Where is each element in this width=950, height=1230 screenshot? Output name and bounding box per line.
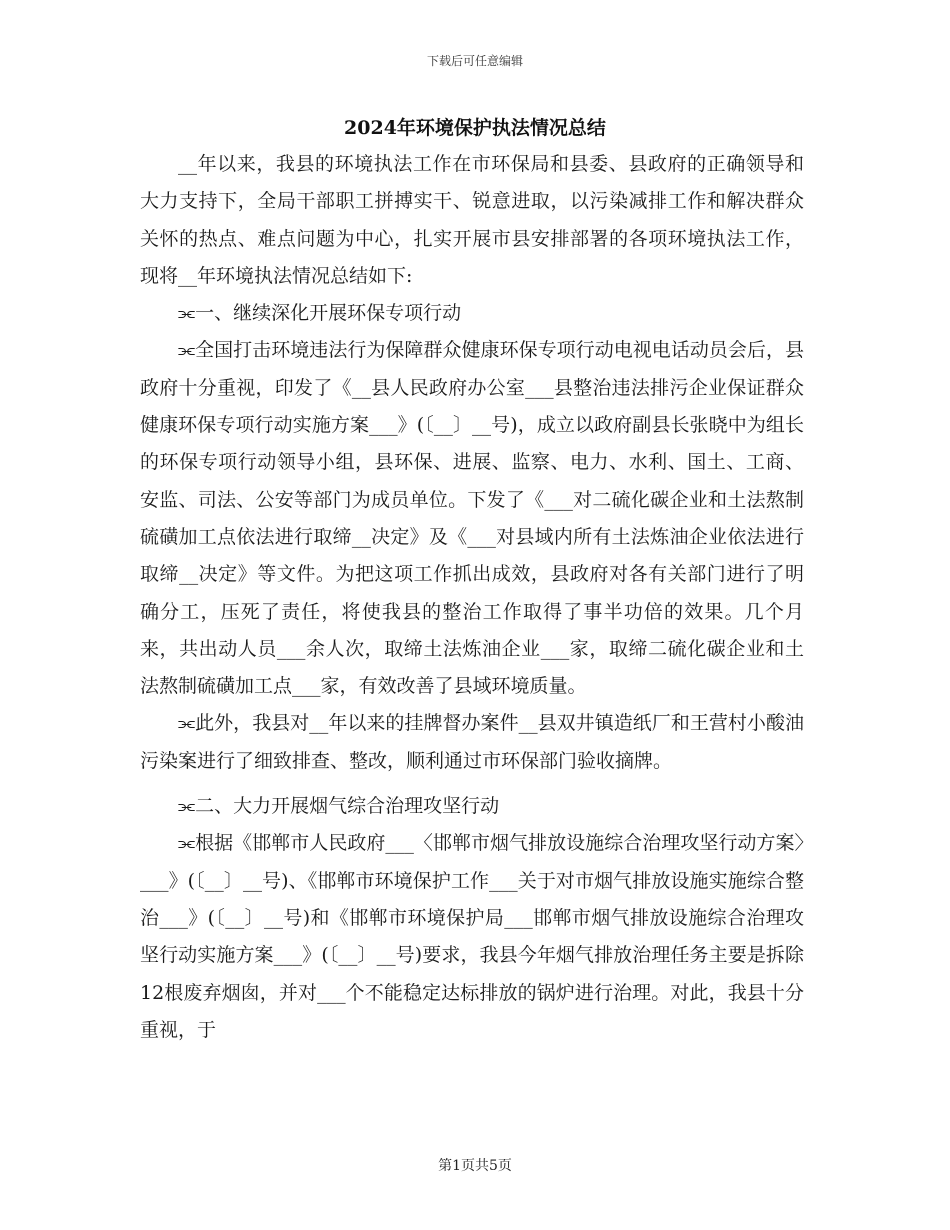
intro-paragraph: __年以来，我县的环境执法工作在市环保局和县委、县政府的正确领导和大力支持下，全局干部职工拼搏实干、锐意进取，以污染减排工作和解决群众关怀的热点、难点问题为中心，扎实开展市县安排部署的各项环境执法工作，现将__年环境执法情况总结如下:	[140, 153, 804, 287]
page-footer: 第1页共5页	[438, 1158, 512, 1174]
section-heading-2: ⫘二、大力开展烟气综合治理攻坚行动	[178, 795, 500, 818]
document-title: 2024年环境保护执法情况总结	[344, 117, 606, 139]
body-paragraph: ⫘根据《邯郸市人民政府___〈邯郸市烟气排放设施综合治理攻坚行动方案〉___》(〔__〕__号)、《邯郸市环境保护工作___关于对市烟气排放设施实施综合整治___》(〔__〕__号)和《邯郸市环境保护局___邯郸市烟气排放设施综合治理攻坚行动实施方案___》(〔__〕__号)要求，我县今年烟气排放治理任务主要是拆除12根废弃烟囱，并对___个不能稳定达标排放的锅炉进行治理。对此，我县十分重视，于	[140, 832, 804, 1041]
body-paragraph: ⫘此外，我县对__年以来的挂牌督办案件__县双井镇造纸厂和王营村小酸油污染案进行了细致排查、整改，顺利通过市环保部门验收摘牌。	[140, 712, 804, 772]
section-heading-1: ⫘一、继续深化开展环保专项行动	[178, 302, 462, 325]
document-body	[140, 146, 804, 1049]
body-paragraph: ⫘全国打击环境违法行为保障群众健康环保专项行动电视电话动员会后，县政府十分重视，印发了《__县人民政府办公室___县整治违法排污企业保证群众健康环保专项行动实施方案___》(〔__〕__号)，成立以政府副县长张晓中为组长的环保专项行动领导小组，县环保、进展、监察、电力、水利、国土、工商、安监、司法、公安等部门为成员单位。下发了《___对二硫化碳企业和土法熬制硫磺加工点依法进行取缔__决定》及《___对县域内所有土法炼油企业依法进行取缔__决定》等文件。为把这项工作抓出成效，县政府对各有关部门进行了明确分工，压死了责任，将使我县的整治工作取得了事半功倍的效果。几个月来，共出动人员___余人次，取缔土法炼油企业___家，取缔二硫化碳企业和土法熬制硫磺加工点___家，有效改善了县域环境质量。	[140, 339, 804, 698]
page-header: 下载后可任意编辑	[426, 54, 523, 68]
